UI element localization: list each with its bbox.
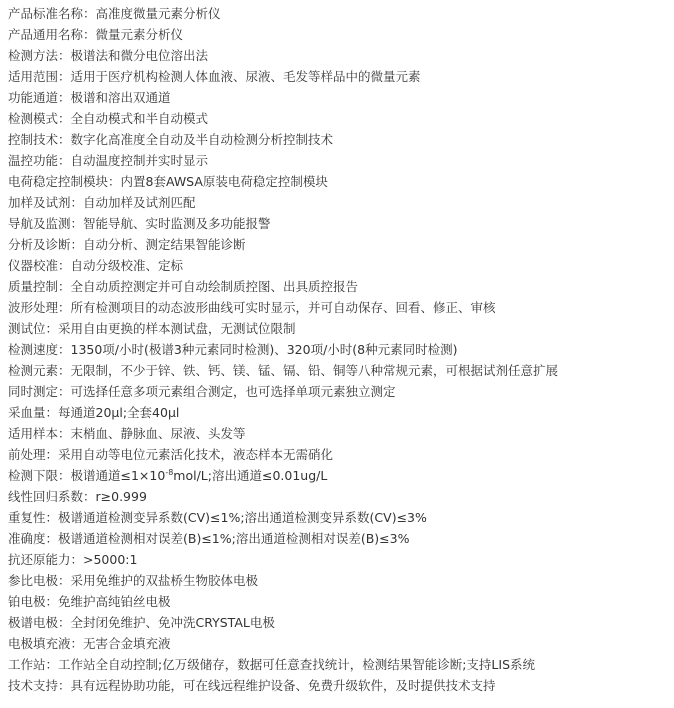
- spec-linear-regression: 线性回归系数：r≥0.999: [8, 489, 147, 504]
- spec-sample-types: 适用样本：末梢血、静脉血、尿液、头发等: [8, 426, 246, 441]
- spec-product-standard-name: 产品标准名称：高准度微量元素分析仪: [8, 6, 221, 21]
- detection-limit-exponent: -8: [165, 468, 174, 477]
- spec-waveform-processing: 波形处理：所有检测项目的动态波形曲线可实时显示，并可自动保存、回看、修正、审核: [8, 300, 496, 315]
- spec-control-technology: 控制技术：数字化高准度全自动及半自动检测分析控制技术: [8, 132, 334, 147]
- spec-reference-electrode: 参比电极：采用免维护的双盐桥生物胶体电极: [8, 573, 259, 588]
- spec-anti-reduction: 抗还原能力：>5000:1: [8, 552, 138, 567]
- spec-pretreatment: 前处理：采用自动等电位元素活化技术，液态样本无需硝化: [8, 447, 334, 462]
- spec-detection-elements: 检测元素：无限制，不少于锌、铁、钙、镁、锰、镉、铅、铜等八种常规元素，可根据试剂任意扩展: [8, 363, 559, 378]
- spec-electrode-fill: 电极填充液：无害合金填充液: [8, 636, 171, 651]
- spec-calibration: 仪器校准：自动分级校准、定标: [8, 258, 184, 273]
- spec-simultaneous-measurement: 同时测定：可选择任意多项元素组合测定，也可选择单项元素独立测定: [8, 384, 396, 399]
- spec-temperature-control: 温控功能：自动温度控制并实时显示: [8, 153, 209, 168]
- spec-navigation-monitoring: 导航及监测：智能导航、实时监测及多功能报警: [8, 216, 271, 231]
- spec-charge-stability-module: 电荷稳定控制模块：内置8套AWSA原装电荷稳定控制模块: [8, 174, 328, 189]
- spec-analysis-diagnosis: 分析及诊断：自动分析、测定结果智能诊断: [8, 237, 246, 252]
- spec-sampling-reagent: 加样及试剂：自动加样及试剂匹配: [8, 195, 196, 210]
- spec-detection-limit: [8, 465, 674, 486]
- spec-platinum-electrode: 铂电极：免维护高纯铂丝电极: [8, 594, 171, 609]
- spec-quality-control: 质量控制：全自动质控测定并可自动绘制质控图、出具质控报告: [8, 279, 359, 294]
- spec-detection-speed: 检测速度：1350项/小时(极谱3种元素同时检测)、320项/小时(8种元素同时检测): [8, 342, 458, 357]
- spec-repeatability: 重复性：极谱通道检测变异系数(CV)≤1%;溶出通道检测变异系数(CV)≤3%: [8, 510, 427, 525]
- spec-workstation: 工作站：工作站全自动控制;亿万级储存，数据可任意查找统计，检测结果智能诊断;支持LIS系统: [8, 657, 536, 672]
- spec-function-channel: 功能通道：极谱和溶出双通道: [8, 90, 171, 105]
- spec-blood-volume: 采血量：每通道20μl;全套40μl: [8, 405, 180, 420]
- detection-limit-suffix: mol/L;溶出通道≤0.01ug/L: [173, 468, 328, 483]
- spec-technical-support: 技术支持：具有远程协助功能，可在线远程维护设备、免费升级软件，及时提供技术支持: [8, 678, 496, 693]
- spec-detection-method: 检测方法：极谱法和微分电位溶出法: [8, 48, 209, 63]
- spec-test-position: 测试位：采用自由更换的样本测试盘，无测试位限制: [8, 321, 296, 336]
- spec-product-common-name: 产品通用名称：微量元素分析仪: [8, 27, 184, 42]
- detection-limit-prefix: 检测下限：极谱通道≤1×10: [8, 468, 166, 483]
- spec-accuracy: 准确度：极谱通道检测相对误差(B)≤1%;溶出通道检测相对误差(B)≤3%: [8, 531, 410, 546]
- spec-application-scope: 适用范围：适用于医疗机构检测人体血液、尿液、毛发等样品中的微量元素: [8, 69, 421, 84]
- spec-detection-mode: 检测模式：全自动模式和半自动模式: [8, 111, 209, 126]
- spec-polarographic-electrode: 极谱电极：全封闭免维护、免冲洗CRYSTAL电极: [8, 615, 275, 630]
